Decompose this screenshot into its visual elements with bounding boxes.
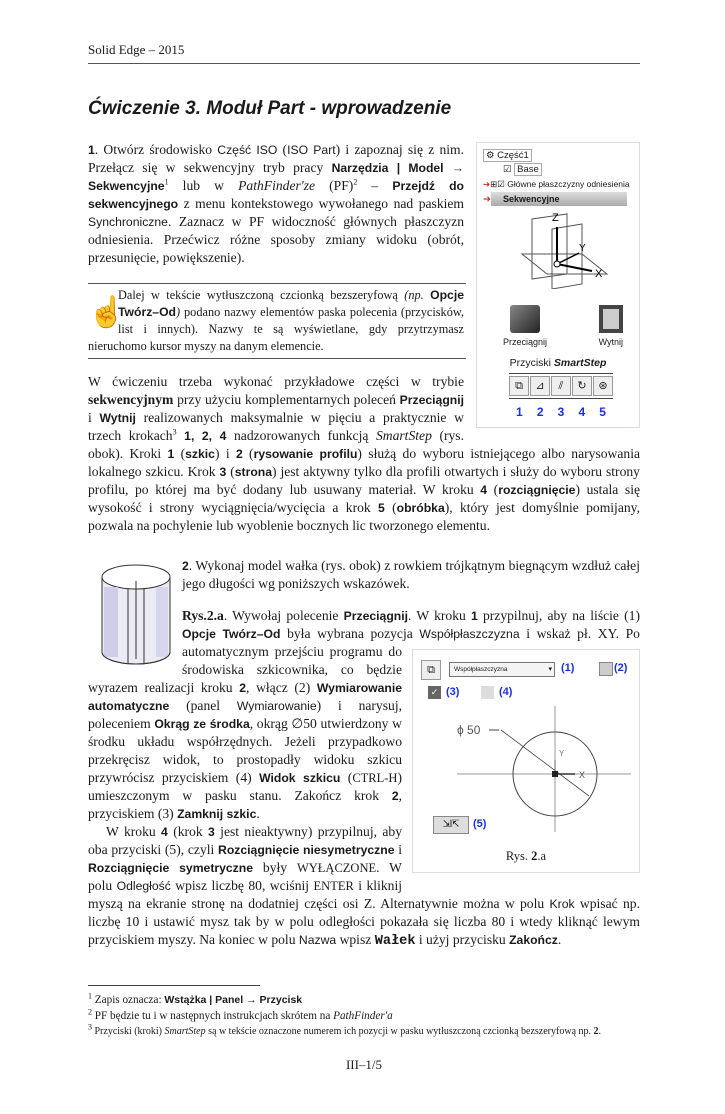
ui-term: Odległość [116, 879, 171, 893]
text-run: PF będzie tu i w następnych instrukcjach skrótem na [92, 1010, 334, 1022]
text-run: ( [242, 446, 254, 461]
text-run: była wybrana pozycja [280, 626, 420, 641]
side-icon[interactable]: ⫽ [551, 376, 571, 396]
ui-term: 1, 2, 4 [184, 429, 227, 443]
text-run: przypilnuj, aby na liście (1) [477, 608, 640, 623]
text-run: były [253, 860, 297, 875]
text-run: WYŁĄCZONE [296, 861, 377, 875]
step-number: 1 [516, 405, 523, 419]
text-run: W ćwiczeniu trzeba wykonać przykładowe części w trybie [88, 374, 464, 389]
treatment-icon[interactable]: ⊛ [593, 376, 613, 396]
tree-root-label: Część1 [497, 150, 529, 161]
text-run: są w tekście oznaczone numerem ich pozycji w pasku wytłuszczoną czcionką bezszeryfową np. [205, 1026, 594, 1037]
tree-item-label: Base [514, 163, 542, 176]
shaft-model-image [88, 557, 182, 675]
footnote-ref: 1 [164, 177, 169, 187]
text-run: wpisać np. liczbę 10 i ustawić mysz tak by w polu odległości pokazała się liczba 80 i wtedy kliknąć lewym przyciskiem myszy. Na koniec w polu [88, 896, 640, 947]
text-run: . Zaznacz w PF widoczność głównych płaszczyzn odniesienia. Przećwicz różne sposoby zmiany widoku (obrót, przesunięcie, powiększenie). [88, 214, 464, 265]
text-run: CTRL-H [352, 771, 398, 785]
text-run: Rys.2.a [182, 608, 224, 623]
note-box [88, 283, 466, 359]
ui-term: strona [234, 465, 272, 479]
ui-term: 5 [378, 501, 385, 515]
chevron-down-icon: ▾ [548, 666, 552, 673]
dropdown-value: Współpłaszczyzna [454, 666, 508, 673]
text-run: ( [340, 770, 353, 785]
red-arrow-icon: ➔ [483, 194, 491, 205]
footnote-2 [88, 1008, 648, 1024]
ui-term: Nazwa [298, 933, 337, 947]
callout-5: (5) [473, 818, 487, 830]
text-run: . [256, 806, 260, 821]
text-run: . Otwórz środowisko [94, 142, 218, 157]
extrude-label: Przeciągnij [503, 337, 548, 347]
ui-term: Opcje Twórz–Od [182, 627, 281, 641]
text-run: podano nazwy elementów paska polecenia (przycisków, list i innych). Nazwy te są wyświetlane, gdy przytrzymasz nieruchomo kursor myszy na danym elemencie. [88, 305, 464, 353]
ui-term: ISO Part [287, 143, 336, 157]
axis-z-label: Z [552, 212, 559, 224]
footnotes [88, 992, 648, 1040]
step-number: 4 [578, 405, 586, 419]
footnote-ref: 3 [88, 1022, 92, 1032]
text-run: sekwencyjnym [88, 392, 174, 407]
ui-term: Rozciągnięcie niesymetryczne [218, 843, 395, 857]
ui-term: Okrąg ze środka [154, 717, 250, 731]
text-run: . [598, 1026, 602, 1037]
tree-item-planes[interactable]: ➔⊞☑ Główne płaszczyzny odniesienia [483, 179, 630, 189]
text-run: – [357, 178, 393, 193]
red-arrow-icon: ➔ [483, 179, 491, 189]
mode-bar[interactable] [483, 192, 635, 207]
ui-term: rozciągnięcie [498, 483, 576, 497]
text-run: (panel [169, 698, 237, 713]
text-run: ) i narysuj, poleceniem [88, 698, 402, 731]
text-run: nadzorowanych funkcją [226, 428, 376, 443]
create-from-options-dropdown[interactable] [449, 662, 555, 677]
sketch-step-button[interactable]: ⧉ [421, 660, 441, 680]
footnote-1 [88, 992, 648, 1008]
text-run: ) służą do wyboru istniejącego albo narysowania lokalnego szkicu. Krok [88, 446, 641, 479]
ui-term: 2 [235, 447, 243, 461]
ui-term: Współpłaszczyzna [419, 627, 520, 641]
ui-term: Wymiarowanie [236, 699, 317, 713]
ui-term: Wytnij [99, 411, 136, 425]
text-run: . Wykonaj model wałka (rys. obok) z rowkiem trójkątnym biegnącym wzdłuż całej jego długości wg poniższych wskazówek. [182, 558, 640, 591]
axis-x-label: X [579, 770, 586, 780]
text-run: W kroku [106, 824, 162, 839]
figure-caption: Rys. 2.a [505, 849, 547, 863]
text-run: ENTER [313, 879, 354, 893]
mode-bar-label: Sekwencyjne [491, 192, 627, 206]
text-run: i kliknij myszą na ekranie stronę na dodatniej części osi Z. Alternatywnie można w polu [88, 878, 550, 911]
text-run: ), który jest domyślnie pomijany, pozwala na pochylenie lub wyoblenie bocznych lic tworzonego elementu. [88, 500, 640, 533]
text-run: (np. [404, 288, 431, 302]
text-run: realizowanych maksymalnie w pięciu a praktycznie w trzech krokach [88, 410, 464, 443]
footnote-separator [88, 985, 260, 986]
pointing-hand-icon: ☝ [88, 296, 126, 329]
text-run: i wskaż pł. XY. Po automatycznym [182, 626, 640, 659]
step-number: 5 [599, 405, 606, 419]
footnote-ref: 2 [88, 1007, 92, 1017]
tree-item-base[interactable]: ☑ Base [483, 163, 635, 177]
text-run: . W kroku [408, 608, 472, 623]
main-content [88, 141, 640, 1114]
text-run: ) jest aktywny tylko dla profili otwartych i służy do wyboru strony profilu, po której ma być dodany lub usuwany materiał. W kroku [88, 464, 640, 497]
ui-term: Przeciągnij [343, 609, 408, 623]
text-run: (krok [167, 824, 209, 839]
ui-term: Rozciągnięcie symetryczne [88, 861, 254, 875]
text-run: . W polu [88, 860, 402, 893]
text-run: , przyciskiem (3) [88, 788, 402, 821]
ui-term: 4 [480, 483, 488, 497]
text-run: ( [277, 142, 288, 157]
text-run: przy użyciu komplementarnych poleceń [173, 392, 400, 407]
diameter-dimension: ϕ 50 [457, 723, 481, 737]
text-run: Zapis oznacza: [92, 994, 165, 1006]
smartstep-toolbar [509, 373, 613, 399]
text-run: (PF) [315, 178, 354, 193]
step-number: 2 [536, 405, 544, 419]
text-run: lub w [168, 178, 239, 193]
ui-term: rysowanie profilu [253, 447, 358, 461]
callout-1: (1) [561, 662, 575, 674]
page-number: III–1/5 [345, 1057, 383, 1072]
text-run: przejściu programu do środowiska szkicownika, co będzie wyrazem realizacji kroku [88, 644, 403, 695]
text-run: PathFinder'ze [238, 178, 316, 193]
ui-term: 1 [471, 609, 478, 623]
tree-root[interactable]: ⚙ Część1 [483, 149, 635, 163]
ui-term: 3 [219, 465, 227, 479]
text-run: SmartStep [164, 1026, 206, 1037]
close-sketch-icon[interactable]: ✓ [428, 686, 441, 699]
extent-icon[interactable]: ↻ [572, 376, 592, 396]
ui-term: 1 [167, 447, 175, 461]
text-run: z menu kontekstowego wywołanego nad paskiem [178, 196, 464, 211]
text-run: PathFinder'a [333, 1010, 393, 1022]
axis-x-label: X [595, 268, 603, 280]
text-run: i [88, 410, 100, 425]
cut-label: Wytnij [598, 337, 623, 347]
text-run: ) i zapoznaj się z nim. Przełącz się w sekwencyjny tryb pracy [88, 142, 464, 175]
cut-icon [599, 305, 623, 333]
ui-term: Zakończ [509, 933, 558, 947]
ui-term: 2 [239, 681, 247, 695]
text-run: , okrąg ∅50 utwierdzony w środku układu współrzędnych. Jeżeli przypadkowo przekręcisz widok, to prostopadły widoku szkicu przywrócisz przyciskiem (4) [88, 716, 402, 785]
extrude-icon [510, 305, 540, 333]
text-run: ) [176, 305, 181, 319]
ui-term: Narzędzia | Model → Sekwencyjne [88, 161, 464, 193]
ui-term: Wymiarowanie automatyczne [88, 681, 403, 713]
text-run: Przyciski (kroki) [92, 1026, 165, 1037]
sketch-view-icon[interactable] [481, 686, 494, 699]
ui-term: Synchroniczne [88, 215, 168, 229]
extent-symmetry-buttons[interactable]: ⇲⇱ [433, 816, 469, 834]
ui-term: 1 [88, 143, 95, 157]
text-run: i użyj przycisku [415, 932, 510, 947]
page-title: Ćwiczenie 3. Moduł Part - wprowadzenie [88, 98, 452, 119]
text-run: SmartStep [375, 428, 432, 443]
ui-term: Zamknij szkic [177, 807, 257, 821]
callout-2: (2) [614, 662, 628, 674]
ui-term: szkic [185, 447, 215, 461]
ui-term: 2 [182, 559, 189, 573]
text-run: ( [226, 464, 235, 479]
text-run: . Wywołaj polecenie [223, 608, 344, 623]
sketch-icon[interactable]: ⧉ [509, 376, 529, 396]
text-run: i [394, 842, 402, 857]
footnote-ref: 1 [88, 991, 92, 1001]
tree-item-label: Główne płaszczyzny odniesienia [507, 179, 630, 189]
ui-term: 3 [208, 825, 215, 839]
text-run: , włącz (2) [246, 680, 317, 695]
figure-pathfinder-smartstep [476, 142, 640, 428]
circle-sketch-graphic [413, 704, 639, 834]
auto-dimension-icon[interactable] [599, 662, 613, 676]
text-run: Dalej w tekście wytłuszczoną czcionką bezszeryfową [118, 288, 405, 302]
ui-term: Część ISO [217, 143, 278, 157]
extrude-button[interactable] [503, 305, 547, 351]
ui-term: Krok [549, 897, 575, 911]
footnote-ref: 3 [172, 427, 177, 437]
callout-3: (3) [446, 686, 460, 698]
callout-4: (4) [499, 686, 513, 698]
footnote-3 [88, 1024, 648, 1040]
text-run: wpisz [336, 932, 375, 947]
text-run: ) i [214, 446, 236, 461]
ui-term: 4 [161, 825, 168, 839]
text-run: . [557, 932, 562, 947]
cut-button[interactable] [599, 305, 623, 351]
text-run: 2 [593, 1026, 599, 1037]
text-run: wpisz liczbę 80, wciśnij [170, 878, 314, 893]
ui-term: Przejdź do sekwencyjnego [88, 179, 465, 211]
text-run: ) ustala się wysokość i strony wyciągnięcia/wycięcia a krok [88, 482, 640, 515]
note-text [88, 287, 466, 355]
running-header: Solid Edge – 2015 [88, 42, 640, 64]
text-run: ) umieszczonym w pasku stanu. Zakończ krok [88, 770, 402, 803]
ui-term: 2 [391, 789, 399, 803]
figure-2a-sketch [412, 649, 640, 873]
text-run: jest nieaktywny) przypilnuj, aby oba przyciski (5), czyli [88, 824, 402, 857]
axis-y-label: Y [559, 749, 565, 758]
ui-term: Opcje Twórz–Od [118, 288, 464, 319]
ui-term: Wstążka | Panel → Przycisk [164, 994, 303, 1006]
draw-profile-icon[interactable]: ⊿ [530, 376, 550, 396]
text-run: ( [174, 446, 186, 461]
smartstep-title: Przyciski SmartStep [509, 357, 607, 369]
text-run: ( [384, 500, 397, 515]
reference-planes-graphic [507, 209, 617, 289]
text-run: Wałek [374, 934, 416, 949]
step-number: 3 [557, 405, 565, 419]
axis-y-label: Y [579, 243, 586, 254]
ui-term: obróbka [396, 501, 445, 515]
text-run: ( [487, 482, 499, 497]
ui-term: Widok szkicu [259, 771, 341, 785]
footnote-ref: 2 [353, 177, 358, 187]
ui-term: Przeciągnij [399, 393, 464, 407]
text-run: (rys. obok). Kroki [88, 428, 464, 461]
